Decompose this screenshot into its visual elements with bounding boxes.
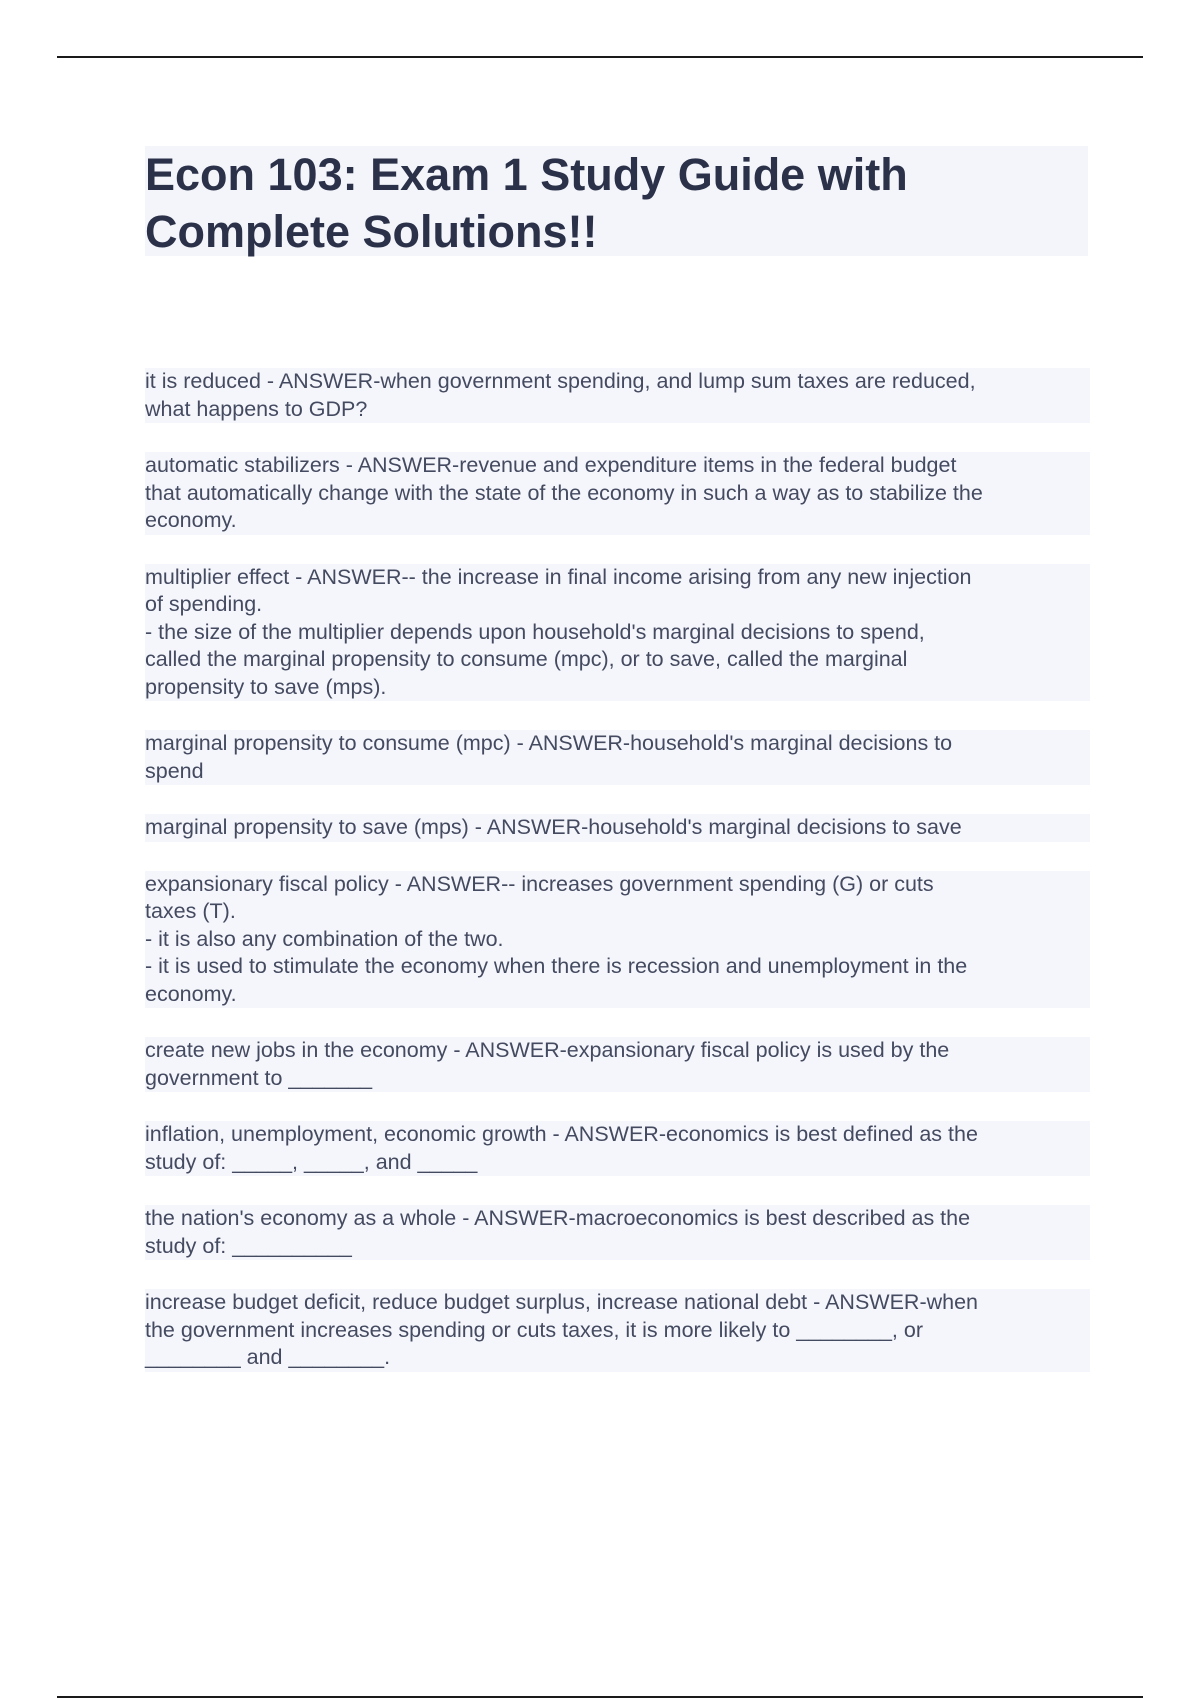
qa-item: inflation, unemployment, economic growth - ANSWER-economics is best defined as the study of: _____, _____, and _____ <box>145 1121 1090 1176</box>
qa-item: automatic stabilizers - ANSWER-revenue and expenditure items in the federal budget that automatically change with the state of the economy in such a way as to stabilize the economy. <box>145 452 1090 535</box>
qa-item: multiplier effect - ANSWER-- the increase in final income arising from any new injection of spending. - the size of the multiplier depends upon household's marginal decisions to spend, called the marginal propensity to consume (mpc), or to save, called the marginal propensity to save (mps). <box>145 564 1090 702</box>
qa-item: the nation's economy as a whole - ANSWER-macroeconomics is best described as the study of: __________ <box>145 1205 1090 1260</box>
qa-list <box>145 368 1090 1401</box>
qa-item: marginal propensity to save (mps) - ANSWER-household's marginal decisions to save <box>145 814 1090 842</box>
top-rule <box>57 56 1143 58</box>
page-title: Econ 103: Exam 1 Study Guide with Complete Solutions!! <box>145 149 908 257</box>
qa-item: it is reduced - ANSWER-when government spending, and lump sum taxes are reduced, what happens to GDP? <box>145 368 1090 423</box>
qa-item: increase budget deficit, reduce budget surplus, increase national debt - ANSWER-when the government increases spending or cuts taxes, it is more likely to ________, or ________ and ________. <box>145 1289 1090 1372</box>
qa-item: expansionary fiscal policy - ANSWER-- increases government spending (G) or cuts taxes (T). - it is also any combination of the two. - it is used to stimulate the economy when there is recession and unemployment in the economy. <box>145 871 1090 1009</box>
qa-item: create new jobs in the economy - ANSWER-expansionary fiscal policy is used by the government to _______ <box>145 1037 1090 1092</box>
bottom-rule <box>57 1696 1143 1698</box>
qa-item: marginal propensity to consume (mpc) - ANSWER-household's marginal decisions to spend <box>145 730 1090 785</box>
